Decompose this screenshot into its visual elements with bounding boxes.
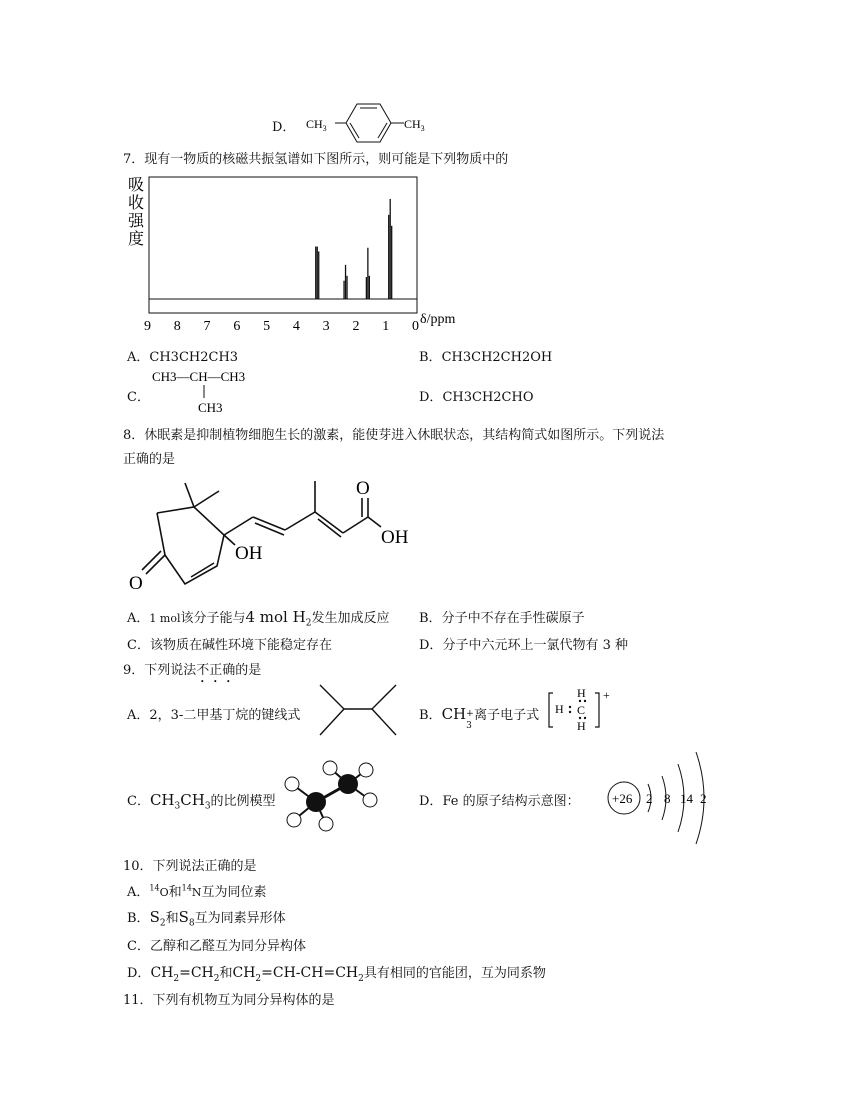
shell-1-electrons: 2 [646, 791, 653, 806]
element-symbol: N [191, 886, 202, 899]
option-label: B． [419, 708, 442, 723]
nucleus-charge: +26 [612, 791, 633, 806]
option-label: C． [127, 939, 150, 954]
option-quantity: 4 mol H [245, 608, 306, 626]
y-axis-label-char: 吸 [128, 177, 145, 194]
hydrogen-bottom: H [577, 719, 586, 733]
shell-2-electrons: 8 [664, 791, 671, 806]
element-symbol: S [178, 908, 189, 926]
formula-charge: + [466, 709, 474, 719]
option-text: CH3CH2CH3 [149, 350, 239, 365]
fe-atomic-structure [604, 748, 714, 848]
isobutane-main-chain: CH3—CH—CH3 [152, 369, 246, 384]
q10-stem: 10．下列说法正确的是 [123, 859, 257, 874]
y-axis-label [128, 176, 145, 248]
x-axis-label: δ/ppm [420, 312, 456, 327]
formula-subscript: 3 [466, 721, 472, 731]
q9-stem [123, 659, 261, 686]
q8-stem-line2: 正确的是 [123, 452, 176, 467]
hydrogen-top: H [577, 686, 586, 700]
q11-stem: 11．下列有机物互为同分异构体的是 [123, 993, 335, 1008]
ketone-oxygen: O [129, 573, 143, 594]
option-text: 该分子能与 [180, 611, 246, 626]
x-tick-label: 6 [233, 319, 241, 334]
q10-option-c [127, 935, 306, 954]
option-label: D． [272, 120, 296, 135]
formula-part: CH [180, 791, 205, 809]
option-label: D． [419, 638, 443, 653]
option-text: 具有相同的官能团，互为同系物 [363, 966, 546, 981]
option-subscript: 2 [305, 618, 312, 629]
ring-hydroxyl: OH [235, 543, 263, 564]
shell-4-electrons: 2 [700, 791, 707, 806]
element-symbol: S [149, 908, 160, 926]
q7-stem: 7．现有一物质的核磁共振氢谱如下图所示，则可能是下列物质中的 [123, 152, 509, 167]
option-text: 分子中不存在手性碳原子 [441, 611, 585, 626]
q8-option-b [419, 607, 585, 626]
option-label: A． [127, 611, 150, 626]
option-label: D． [419, 390, 443, 405]
option-label: B． [419, 350, 442, 365]
x-tick-label: 5 [263, 319, 271, 334]
option-text: 该物质在碱性环境下能稳定存在 [149, 638, 332, 653]
option-connector: 和 [168, 885, 182, 900]
x-tick-label: 8 [173, 319, 181, 334]
option-label: C． [127, 638, 150, 653]
option-text: 离子电子式 [474, 708, 540, 723]
p-xylene-structure [300, 95, 440, 145]
isobutane-branch: CH3 [198, 400, 223, 415]
carbonyl-oxygen: O [356, 478, 370, 499]
option-label: C． [127, 390, 150, 405]
q10-option-b [127, 907, 286, 929]
x-tick-label: 9 [144, 319, 151, 334]
q7-option-c [127, 386, 150, 405]
formula-subscript: 3 [174, 801, 181, 812]
x-tick-label: 0 [412, 319, 419, 334]
mass-number: 14 [181, 883, 192, 893]
ion-charge: + [603, 688, 610, 702]
carbon-center: C [577, 703, 586, 717]
acid-hydroxyl: OH [381, 527, 409, 548]
stem-suffix: 的是 [235, 663, 262, 678]
right-methyl: $CH_3$ [404, 117, 425, 133]
q8-stem-line1: 8．休眠素是抑制植物细胞生长的激素，能使芽进入休眠状态，其结构简式如图所示。下列说法 [123, 428, 665, 443]
option-connector: 和 [219, 966, 233, 981]
formula-part: CH [149, 791, 175, 809]
q7-option-d [419, 386, 534, 405]
plot-frame [149, 177, 417, 313]
y-axis-label-char: 度 [128, 231, 145, 248]
abscisic-acid-structure [125, 473, 425, 601]
element-symbol: O [159, 886, 169, 899]
x-tick-label: 3 [322, 319, 330, 334]
option-text: 分子中六元环上一氯代物有 3 种 [442, 638, 628, 653]
q8-option-d [419, 634, 628, 653]
q9-option-c [127, 790, 276, 812]
mass-number: 14 [149, 883, 160, 893]
atom-count: 8 [188, 918, 195, 929]
electron-dot-diagram [547, 685, 617, 737]
option-text: CH3CH2CH2OH [441, 350, 553, 365]
option-text: CH3CH2CHO [442, 390, 534, 405]
option-label: A． [127, 350, 150, 365]
option-text: Fe 的原子结构示意图： [442, 794, 580, 809]
x-tick-label: 1 [382, 319, 390, 334]
y-axis-label-char: 收 [128, 195, 145, 212]
option-text: 的比例模型 [210, 794, 276, 809]
q10-option-a [127, 881, 266, 900]
option-connector: 和 [165, 911, 179, 926]
stem-prefix: 9．下列说法 [123, 663, 197, 678]
option-text-end: 发生加成反应 [311, 611, 390, 626]
q7-option-a [127, 346, 238, 365]
option-number: 1 mol [149, 612, 181, 625]
y-axis-label-char: 强 [128, 213, 145, 230]
x-tick-label: 7 [203, 319, 211, 334]
option-text: 互为同素异形体 [194, 911, 286, 926]
q7-option-b [419, 346, 552, 365]
hydrogen-left: H [555, 702, 564, 716]
option-label: D． [127, 966, 151, 981]
q8-option-c [127, 634, 332, 653]
option-text: 乙醇和乙醛互为同分异构体 [149, 939, 306, 954]
q9-option-a [127, 704, 300, 723]
option-text: 互为同位素 [201, 885, 267, 900]
option-text: 2，3-二甲基丁烷的键线式 [149, 708, 301, 723]
option-label: B． [419, 611, 442, 626]
q10-option-d [127, 962, 546, 984]
q8-option-a [127, 607, 389, 629]
q9-option-b [419, 704, 540, 731]
atom-count: 2 [159, 918, 166, 929]
x-tick-label: 4 [292, 319, 300, 334]
isobutane-structure [148, 366, 288, 418]
q9-option-d [419, 790, 580, 809]
nmr-spectrum [124, 174, 484, 334]
formula-ethylene: $CH_2=CH_2$ [150, 965, 220, 984]
option-formula: CH [441, 705, 467, 723]
option-label: C． [127, 794, 150, 809]
skeletal-formula [318, 683, 400, 739]
left-methyl: $CH_3$ [306, 117, 327, 133]
formula-butadiene: $CH_2=CH-CH=CH_2$ [232, 965, 364, 984]
formula-subscript: 3 [204, 801, 211, 812]
shell-3-electrons: 14 [680, 791, 693, 806]
option-label: A． [127, 885, 150, 900]
x-tick-label: 2 [352, 319, 360, 334]
option-label: B． [127, 911, 150, 926]
option-label: D． [419, 794, 443, 809]
ethane-ball-stick-model [282, 758, 382, 833]
q6-option-d [272, 116, 295, 135]
stem-emphasis: 不正确 [196, 663, 236, 678]
option-label: A． [127, 708, 150, 723]
